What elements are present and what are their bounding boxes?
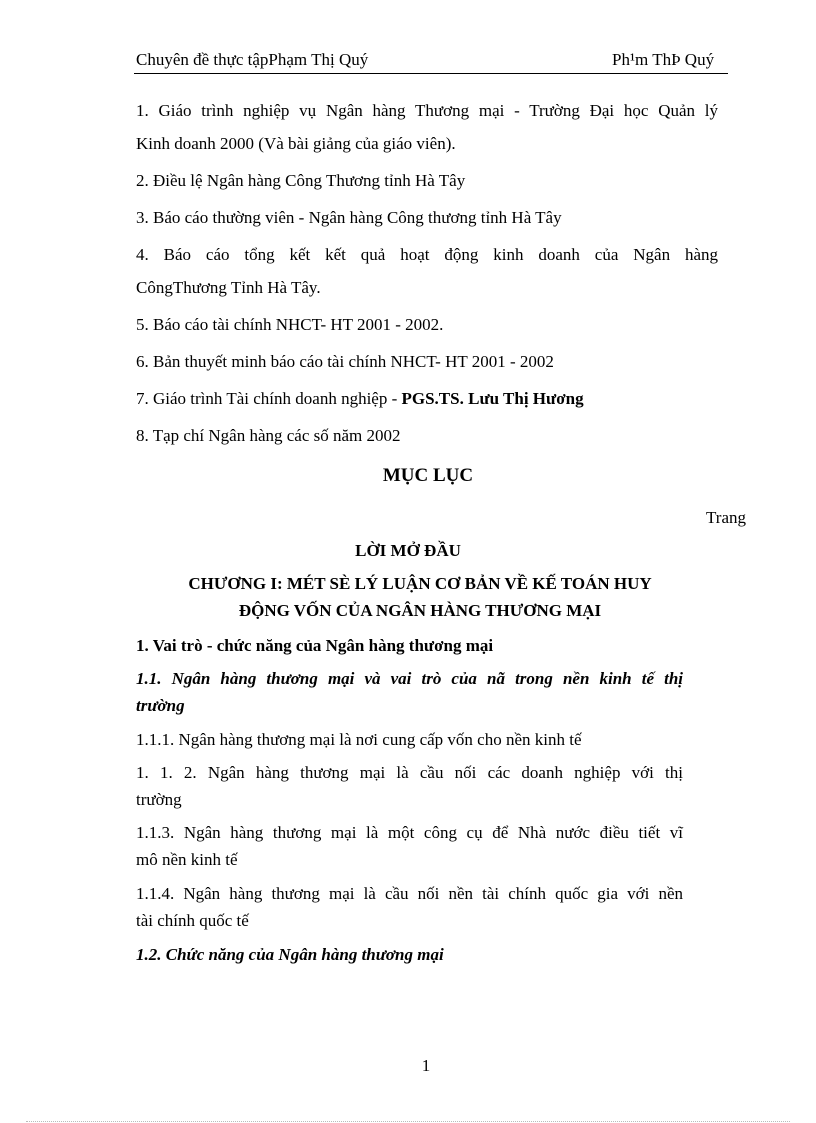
reference-1-line-2: Kinh doanh 2000 (Và bài giảng của giáo viên). bbox=[136, 134, 456, 153]
reference-3: 3. Báo cáo thường viên - Ngân hàng Công thương tỉnh Hà Tây bbox=[136, 208, 562, 227]
header-divider bbox=[134, 73, 728, 74]
toc-item-1-1-4-line-2: tài chính quốc tế bbox=[136, 911, 249, 930]
reference-2: 2. Điều lệ Ngân hàng Công Thương tỉnh Hà Tây bbox=[136, 171, 466, 190]
toc-item-1-1-2-line-1: 1. 1. 2. Ngân hàng thương mại là cầu nối các doanh nghiệp với thị bbox=[136, 763, 683, 782]
header-title-right: Ph¹m ThÞ Quý bbox=[612, 50, 715, 69]
toc-item-1-1-3-line-2: mô nền kinh tế bbox=[136, 850, 238, 869]
header-title-left: Chuyên đề thực tậpPhạm Thị Quý bbox=[136, 50, 369, 69]
toc-subsection-1-1-line-2: trường bbox=[136, 696, 185, 715]
toc-chapter-title-line-1: CHƯƠNG I: MÉT SÈ LÝ LUẬN CƠ BẢN VỀ KẾ TOÁN HUY bbox=[188, 574, 652, 593]
page-bottom-edge bbox=[26, 1121, 790, 1122]
toc-section-1: 1. Vai trò - chức năng của Ngân hàng thương mại bbox=[136, 636, 494, 655]
toc-intro: LỜI MỞ ĐẦU bbox=[355, 541, 461, 560]
reference-7 bbox=[136, 389, 584, 409]
reference-4-line-2: CôngThương Tỉnh Hà Tây. bbox=[136, 278, 321, 297]
reference-7-text: 7. Giáo trình Tài chính doanh nghiệp - bbox=[136, 389, 402, 408]
toc-item-1-1-3-line-1: 1.1.3. Ngân hàng thương mại là một công cụ để Nhà nước điều tiết vĩ bbox=[136, 823, 683, 842]
reference-6: 6. Bản thuyết minh báo cáo tài chính NHCT- HT 2001 - 2002 bbox=[136, 352, 554, 371]
toc-item-1-1-2-line-2: trường bbox=[136, 790, 182, 809]
toc-item-1-1-4-line-1: 1.1.4. Ngân hàng thương mại là cầu nối nền tài chính quốc gia với nền bbox=[136, 884, 683, 903]
page-number: 1 bbox=[421, 1056, 431, 1075]
toc-subsection-1-1-line-1: 1.1. Ngân hàng thương mại và vai trò của nã trong nền kinh tế thị bbox=[136, 669, 683, 688]
reference-1-line-1: 1. Giáo trình nghiệp vụ Ngân hàng Thương mại - Trường Đại học Quản lý bbox=[136, 101, 718, 120]
reference-4-line-1: 4. Báo cáo tổng kết kết quả hoạt động kinh doanh của Ngân hàng bbox=[136, 245, 718, 264]
toc-title: MỤC LỤC bbox=[382, 465, 474, 486]
toc-chapter-title-line-2: ĐỘNG VỐN CỦA NGÂN HÀNG THƯƠNG MẠI bbox=[238, 601, 602, 620]
toc-page-label: Trang bbox=[706, 508, 746, 527]
toc-subsection-1-2: 1.2. Chức năng của Ngân hàng thương mại bbox=[136, 945, 444, 964]
reference-8: 8. Tạp chí Ngân hàng các số năm 2002 bbox=[136, 426, 401, 445]
reference-5: 5. Báo cáo tài chính NHCT- HT 2001 - 2002. bbox=[136, 315, 444, 334]
toc-item-1-1-1: 1.1.1. Ngân hàng thương mại là nơi cung cấp vốn cho nền kinh tế bbox=[136, 730, 582, 749]
reference-7-author: PGS.TS. Lưu Thị Hương bbox=[401, 389, 584, 408]
